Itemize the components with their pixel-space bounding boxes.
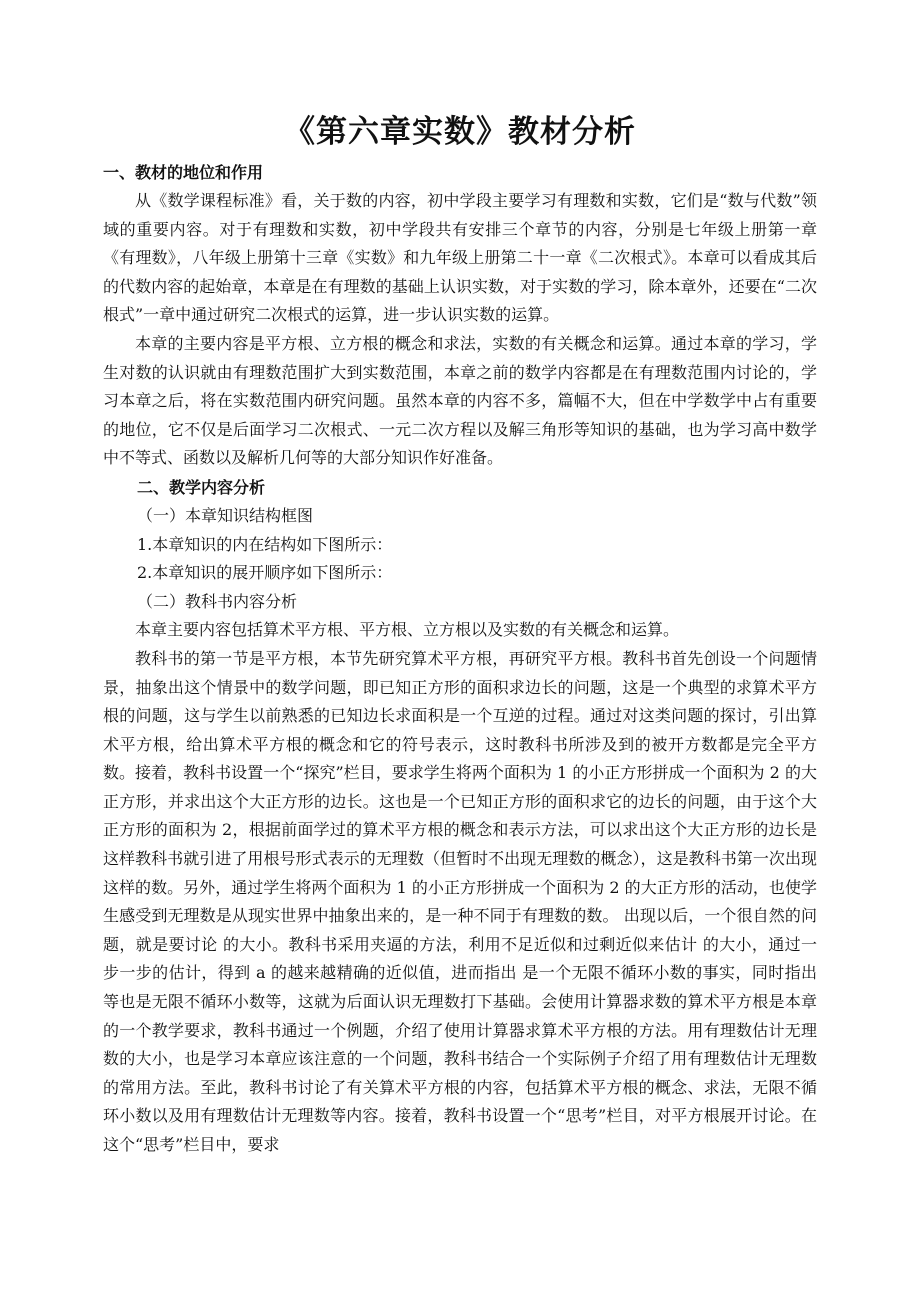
section-heading-position-role: 一、教材的地位和作用 <box>103 163 264 182</box>
paragraph-curriculum: 从《数学课程标准》看，关于数的内容，初中学段主要学习有理数和实数，它们是“数与代数”领域的重要内容。对于有理数和实数，初中学段共有安排三个章节的内容，分别是七年级上册第一章《有理数》，八年级上册第十三章《实数》和九年级上册第二十一章《二次根式》。本章可以看成其后的代数内容的起始章，本章是在有理数的基础上认识实数，对于实数的学习，除本章外，还要在“二次根式”一章中通过研究二次根式的运算，进一步认识实数的运算。 <box>103 191 817 325</box>
subheading-textbook-analysis: （二）教科书内容分析 <box>137 591 298 611</box>
paragraph-first-section: 教科书的第一节是平方根，本节先研究算术平方根，再研究平方根。教科书首先创设一个问题情景，抽象出这个情景中的数学问题，即已知正方形的面积求边长的问题，这是一个典型的求算术平方根的问题，这与学生以前熟悉的已知边长求面积是一个互逆的过程。通过对这类问题的探讨，引出算术平方根，给出算术平方根的概念和它的符号表示，这时教科书所涉及到的被开方数都是完全平方数。接着，教科书设置一个“探究”栏目，要求学生将两个面积为 1 的小正方形拼成一个面积为 2 的大正方形，并求出这个大正方形的边长。这也是一个已知正方形的面积求它的边长的问题，由于这个大正方形的面积为 2，根据前面学过的算术平方根的概念和表示方法，可以求出这个大正方形的边长是 这样教科书就引进了用根号形式表示的无理数（但暂时不出现无理数的概念），这是教科书第一次出现这样的数。另外，通过学生将两个面积为 1 的小正方形拼成一个面积为 2 的大正方形的活动，也使学生感受到无理数是从现实世界中抽象出来的，是一种不同于有理数的数。 出现以后，一个很自然的问题，就是要讨论 的大小。教科书采用夹逼的方法，利用不足近似和过剩近似来估计 的大小，通过一步一步的估计，得到 a 的越来越精确的近似值，进而指出 是一个无限不循环小数的事实，同时指出 等也是无限不循环小数等，这就为后面认识无理数打下基础。会使用计算器求数的算术平方根是本章的一个教学要求，教科书通过一个例题，介绍了使用计算器求算术平方根的方法。用有理数估计无理数的大小，也是学习本章应该注意的一个问题，教科书结合一个实际例子介绍了用有理数估计无理数的常用方法。至此，教科书讨论了有关算术平方根的内容，包括算术平方根的概念、求法，无限不循环小数以及用有理数估计无理数等内容。接着，教科书设置一个“思考”栏目，对平方根展开讨论。在这个“思考”栏目中，要求 <box>103 648 817 1154</box>
subheading-structure-diagram: （一）本章知识结构框图 <box>137 505 314 525</box>
document-title: 《第六章实数》教材分析 <box>284 114 636 150</box>
section-heading-content-analysis: 二、教学内容分析 <box>137 477 266 497</box>
paragraph-main-content: 本章的主要内容是平方根、立方根的概念和求法，实数的有关概念和运算。通过本章的学习，学生对数的认识就由有理数范围扩大到实数范围，本章之前的数学内容都是在有理数范围内讨论的，学习本章之后，将在实数范围内研究问题。虽然本章的内容不多，篇幅不大，但在中学数学中占有重要的地位，它不仅是后面学习二次根式、一元二次方程以及解三角形等知识的基础，也为学习高中数学中不等式、函数以及解析几何等的大部分知识作好准备。 <box>103 333 817 468</box>
paragraph-chapter-summary: 本章主要内容包括算术平方根、平方根、立方根以及实数的有关概念和运算。 <box>135 620 680 640</box>
list-item-unfolding-order: 2.本章知识的展开顺序如下图所示： <box>137 563 393 583</box>
list-item-inner-structure: 1.本章知识的内在结构如下图所示： <box>137 534 393 554</box>
